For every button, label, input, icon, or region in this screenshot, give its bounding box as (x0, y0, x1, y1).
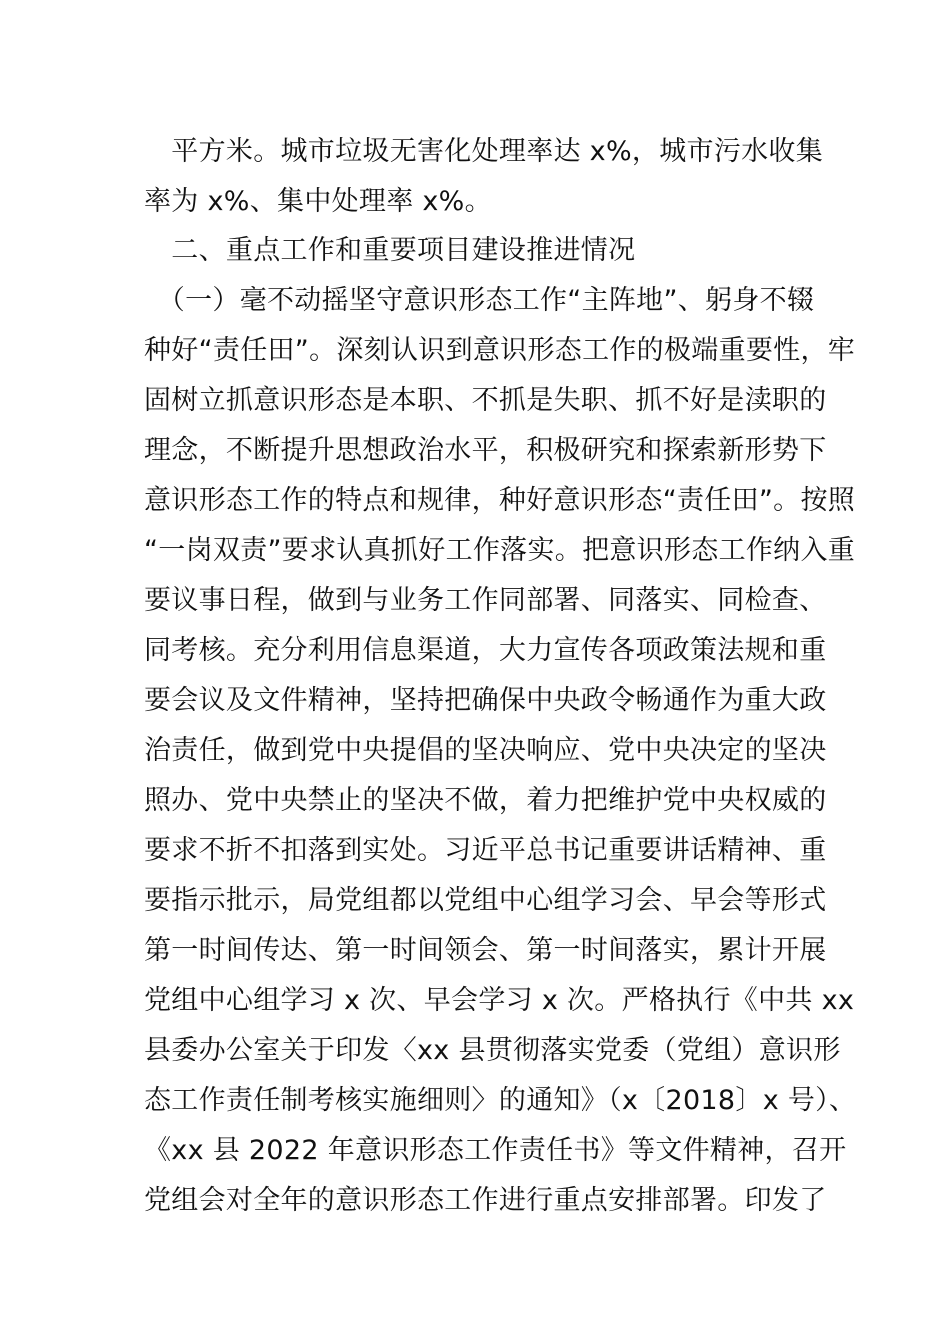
text-line: “一岗双责”要求认真抓好工作落实。把意识形态工作纳入重 (144, 535, 856, 566)
text-line: 固树立抓意识形态是本职、不抓是失职、抓不好是渎职的 (144, 385, 827, 416)
text-line: 平方米。城市垃圾无害化处理率达 x%，城市污水收集 (144, 136, 824, 167)
text-line: 县委办公室关于印发〈xx 县贯彻落实党委（党组）意识形 (144, 1035, 841, 1066)
section-heading: 二、重点工作和重要项目建设推进情况 (144, 235, 636, 266)
text-line: 党组会对全年的意识形态工作进行重点安排部署。印发了 (144, 1185, 827, 1216)
subsection-heading: （一）毫不动摇坚守意识形态工作“主阵地”、躬身不辍 (144, 285, 815, 316)
text-line: 理念，不断提升思想政治水平，积极研究和探索新形势下 (144, 435, 827, 466)
text-line: 种好“责任田”。深刻认识到意识形态工作的极端重要性，牢 (144, 335, 856, 366)
text-line: 态工作责任制考核实施细则〉的通知》（x〔2018〕x 号）、 (144, 1085, 857, 1116)
text-line: 同考核。充分利用信息渠道，大力宣传各项政策法规和重 (144, 635, 827, 666)
text-line: 第一时间传达、第一时间领会、第一时间落实，累计开展 (144, 935, 827, 966)
text-line: 要议事日程，做到与业务工作同部署、同落实、同检查、 (144, 585, 827, 616)
text-line: 率为 x%、集中处理率 x%。 (144, 186, 492, 217)
text-line: 要指示批示，局党组都以党组中心组学习会、早会等形式 (144, 885, 827, 916)
text-line: 治责任，做到党中央提倡的坚决响应、党中央决定的坚决 (144, 735, 827, 766)
text-line: 要求不折不扣落到实处。习近平总书记重要讲话精神、重 (144, 835, 827, 866)
text-line: 要会议及文件精神，坚持把确保中央政令畅通作为重大政 (144, 685, 827, 716)
text-line: 党组中心组学习 x 次、早会学习 x 次。严格执行《中共 xx (144, 985, 855, 1016)
text-line: 《xx 县 2022 年意识形态工作责任书》等文件精神，召开 (144, 1135, 847, 1166)
text-line: 意识形态工作的特点和规律，种好意识形态“责任田”。按照 (144, 485, 856, 516)
text-line: 照办、党中央禁止的坚决不做，着力把维护党中央权威的 (144, 785, 827, 816)
